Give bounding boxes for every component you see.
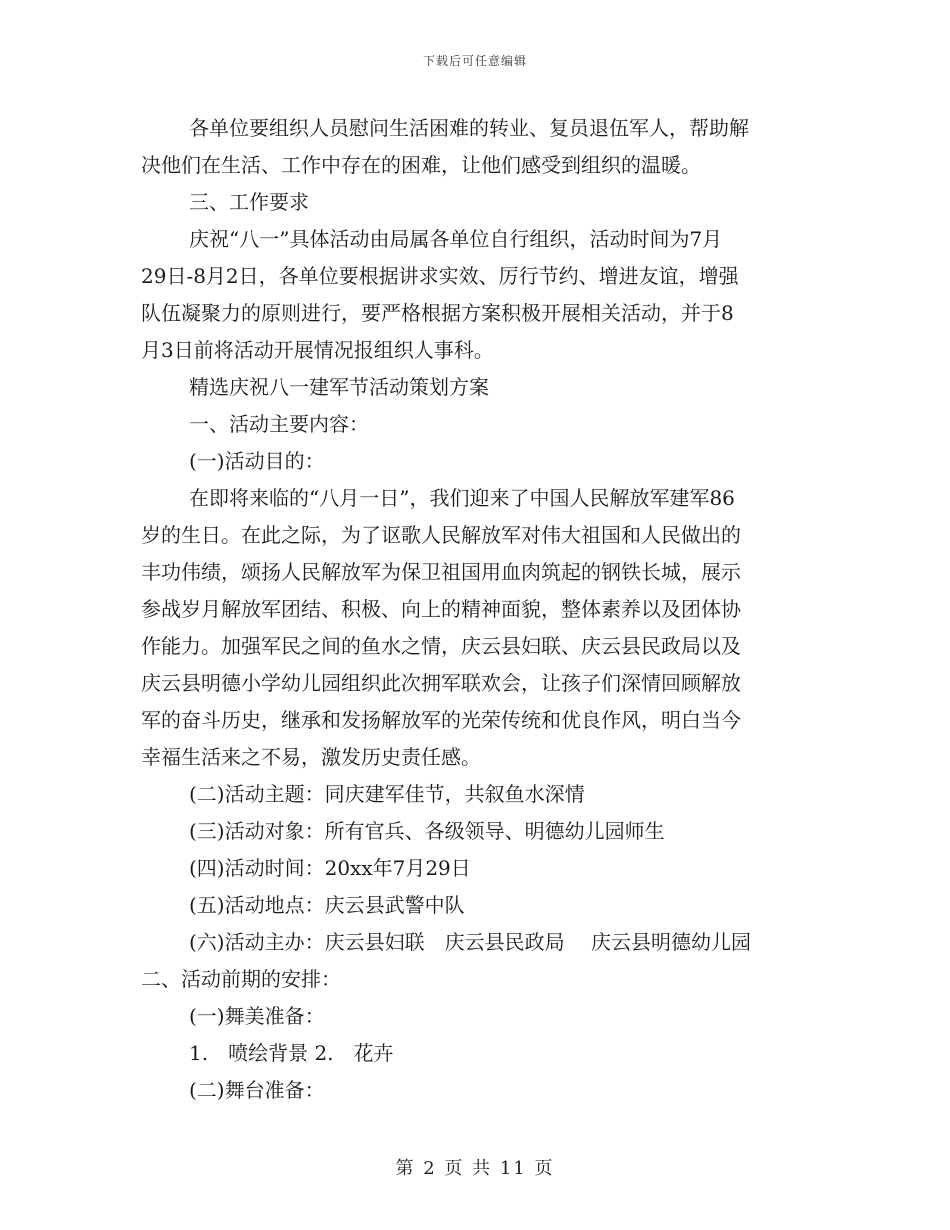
text-line: (二)舞台准备：: [189, 1078, 325, 1102]
text-line: 军的奋斗历史，继承和发扬解放军的光荣传统和优良作风，明白当今: [141, 708, 741, 732]
text-line: 各单位要组织人员慰问生活困难的转业、复员退伍军人，帮助解: [189, 116, 749, 140]
text-line: (二)活动主题：同庆建军佳节，共叙鱼水深情: [189, 782, 585, 806]
text-line: 月3日前将活动开展情况报组织人事科。: [141, 338, 494, 362]
text-line: 一、活动主要内容：: [189, 412, 369, 436]
text-line: 精选庆祝八一建军节活动策划方案: [189, 375, 489, 399]
text-line: (五)活动地点：庆云县武警中队: [189, 893, 465, 917]
text-line: 丰功伟绩，颂扬人民解放军为保卫祖国用血肉筑起的钢铁长城，展示: [141, 560, 741, 584]
header-note: 下载后可任意编辑: [422, 54, 527, 68]
text-line: 29日-8月2日，各单位要根据讲求实效、厉行节约、增进友谊，增强: [141, 264, 739, 288]
text-line: 决他们在生活、工作中存在的困难，让他们感受到组织的温暖。: [141, 153, 701, 177]
text-line: 岁的生日。在此之际，为了讴歌人民解放军对伟大祖国和人民做出的: [141, 523, 741, 547]
text-line: 参战岁月解放军团结、积极、向上的精神面貌，整体素养以及团体协: [141, 597, 741, 621]
text-line: (四)活动时间：20xx年7月29日: [189, 856, 471, 880]
text-line: 1. 喷绘背景 2. 花卉: [189, 1041, 394, 1065]
text-line: 三、工作要求: [189, 190, 309, 214]
text-line: 队伍凝聚力的原则进行，要严格根据方案积极开展相关活动，并于8: [141, 301, 734, 325]
text-line: (六)活动主办：庆云县妇联 庆云县民政局 庆云县明德幼儿园: [189, 930, 751, 954]
text-line: 幸福生活来之不易，激发历史责任感。: [141, 745, 481, 769]
text-line: (三)活动对象：所有官兵、各级领导、明德幼儿园师生: [189, 819, 665, 843]
text-line: 庆祝“八一”具体活动由局属各单位自行组织，活动时间为7月: [189, 227, 723, 251]
document-body: [141, 110, 821, 1109]
page-footer: 第 2 页 共 11 页: [395, 1158, 555, 1179]
text-line: 二、活动前期的安排：: [141, 967, 341, 991]
text-line: (一)活动目的：: [189, 449, 325, 473]
text-line: 庆云县明德小学幼儿园组织此次拥军联欢会，让孩子们深情回顾解放: [141, 671, 741, 695]
text-line: 在即将来临的“八月一日”，我们迎来了中国人民解放军建军86: [189, 486, 735, 510]
text-line: (一)舞美准备：: [189, 1004, 325, 1028]
text-line: 作能力。加强军民之间的鱼水之情，庆云县妇联、庆云县民政局以及: [141, 634, 741, 658]
